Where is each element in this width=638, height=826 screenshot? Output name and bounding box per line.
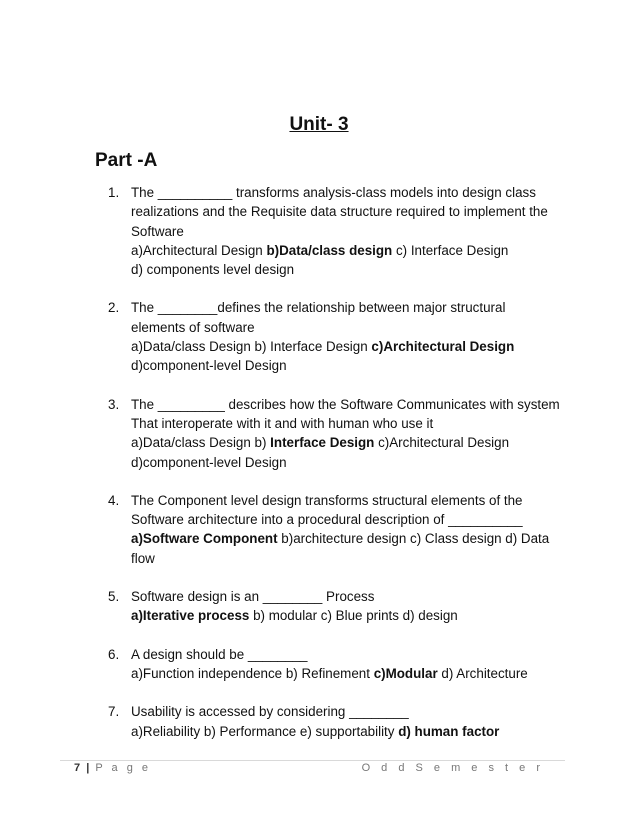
question-text: The _________ describes how the Software Communicates with system [131, 396, 560, 412]
footer-semester: O d d S e m e s t e r [361, 762, 544, 774]
question-line [131, 491, 578, 510]
answer-text: c)Architectural Design [371, 339, 515, 355]
question-text: d) components level design [131, 262, 295, 278]
question-item [108, 183, 578, 279]
question-text: That interoperate with it and with human who use it [131, 415, 434, 431]
question-line [131, 337, 578, 356]
question-text: The Component level design transforms structural elements of the [131, 492, 523, 508]
question-number: 2. [108, 300, 120, 316]
question-number: 6. [108, 646, 120, 662]
question-line [131, 395, 578, 414]
question-line [131, 453, 578, 472]
question-line [131, 298, 578, 317]
question-text: elements of software [131, 319, 255, 335]
question-line [131, 241, 578, 260]
question-number: 1. [108, 185, 120, 200]
question-number: 3. [108, 396, 120, 412]
question-text: The __________ transforms analysis-class models into design class [131, 185, 536, 200]
question-line [131, 549, 578, 568]
question-line [131, 183, 578, 202]
question-item [108, 587, 578, 626]
page-word: P a g e [95, 762, 151, 774]
question-line [131, 702, 578, 721]
question-line [131, 356, 578, 375]
footer-divider [60, 760, 565, 761]
question-text: Software design is an ________ Process [131, 589, 375, 605]
question-text: d) Architecture [437, 665, 528, 681]
question-item [108, 645, 578, 684]
question-list [108, 183, 578, 760]
question-number: 5. [108, 589, 120, 605]
question-item [108, 395, 578, 472]
question-text: realizations and the Requisite data structure required to implement the [131, 204, 548, 220]
question-text: d)component-level Design [131, 358, 287, 374]
question-line [131, 587, 578, 606]
question-text: c) Interface Design [392, 242, 509, 258]
unit-title: Unit- 3 [289, 114, 349, 135]
section-title: Part -A [95, 150, 158, 171]
question-line [131, 664, 578, 683]
question-item [108, 702, 578, 741]
question-line [131, 510, 578, 529]
question-number: 7. [108, 704, 120, 720]
question-text: d)component-level Design [131, 454, 287, 470]
question-line [131, 645, 578, 664]
answer-text: c)Modular [373, 665, 438, 681]
answer-text: a)Iterative process [131, 608, 250, 624]
question-text: b) modular c) Blue prints d) design [249, 608, 458, 624]
question-text: a)Architectural Design [131, 242, 267, 258]
page-number: 7 [74, 762, 81, 774]
question-text: The ________defines the relationship between major structural [131, 300, 506, 316]
question-text: b)architecture design c) Class design d) Data [277, 531, 550, 547]
question-text: A design should be ________ [131, 646, 308, 662]
question-text: a)Data/class Design b) Interface Design [131, 339, 372, 355]
page-separator: | [86, 762, 90, 774]
answer-text: d) human factor [398, 723, 500, 739]
question-line [131, 318, 578, 337]
question-item [108, 298, 578, 375]
question-text: c)Architectural Design [374, 435, 510, 451]
question-text: a)Data/class Design b) [131, 435, 271, 451]
question-text: Software [131, 223, 184, 239]
question-text: a)Function independence b) Refinement [131, 665, 374, 681]
question-line [131, 414, 578, 433]
question-line [131, 260, 578, 279]
answer-text: a)Software Component [131, 531, 278, 547]
question-line [131, 606, 578, 625]
answer-text: Interface Design [270, 435, 375, 451]
question-text: Usability is accessed by considering ________ [131, 704, 409, 720]
footer-page-label [74, 762, 151, 774]
question-line [131, 722, 578, 741]
question-number: 4. [108, 492, 120, 508]
question-item [108, 491, 578, 568]
answer-text: b)Data/class design [266, 242, 393, 258]
question-text: Software architecture into a procedural description of __________ [131, 512, 523, 528]
question-text: a)Reliability b) Performance e) supportability [131, 723, 399, 739]
question-text: flow [131, 550, 155, 566]
question-line [131, 529, 578, 548]
question-line [131, 433, 578, 452]
question-line [131, 202, 578, 221]
question-line [131, 222, 578, 241]
